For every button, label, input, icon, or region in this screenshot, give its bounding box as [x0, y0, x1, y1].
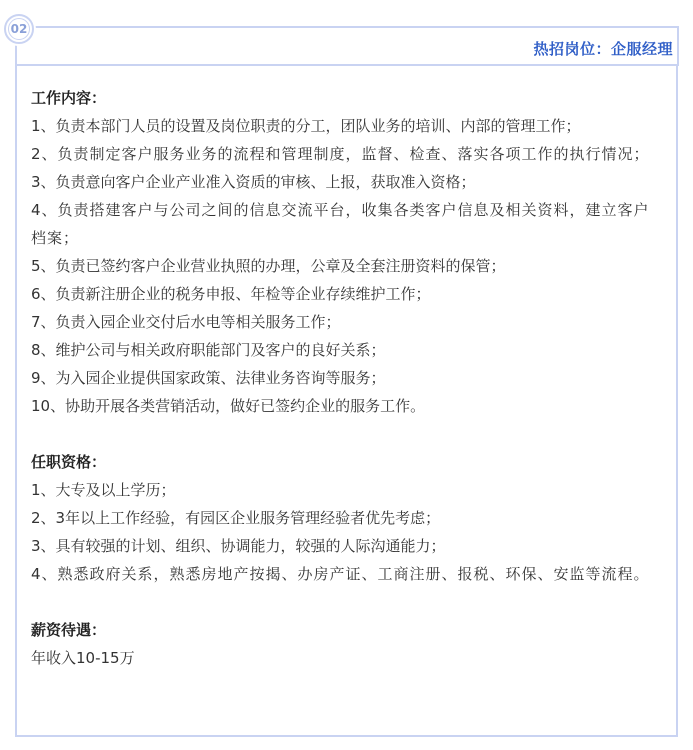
number-badge: [4, 14, 34, 44]
salary-value: 年收入10-15万: [31, 649, 135, 667]
card-header: [15, 26, 679, 66]
requirements-title: 任职资格：: [31, 453, 107, 471]
duty-item: 2、负责制定客户服务业务的流程和管理制度，监督、检查、落实各项工作的执行情况；: [31, 145, 650, 163]
duty-item: 6、负责新注册企业的税务申报、年检等企业存续维护工作；: [31, 285, 431, 303]
duty-item: 7、负责入园企业交付后水电等相关服务工作；: [31, 313, 341, 331]
duty-item: 4、负责搭建客户与公司之间的信息交流平台，收集各类客户信息及相关资料，建立客户档案；: [31, 201, 650, 247]
duty-item: 9、为入园企业提供国家政策、法律业务咨询等服务；: [31, 369, 386, 387]
requirement-item: 1、大专及以上学历；: [31, 481, 176, 499]
requirement-item: 3、具有较强的计划、组织、协调能力，较强的人际沟通能力；: [31, 537, 446, 555]
job-content: [31, 84, 671, 672]
requirement-item: 2、3年以上工作经验，有园区企业服务管理经验者优先考虑；: [31, 509, 441, 527]
duty-item: 8、维护公司与相关政府职能部门及客户的良好关系；: [31, 341, 386, 359]
salary-title: 薪资待遇：: [31, 621, 107, 639]
requirement-item: 4、熟悉政府关系，熟悉房地产按揭、办房产证、工商注册、报税、环保、安监等流程。: [31, 565, 650, 583]
duty-item: 3、负责意向客户企业产业准入资质的审核、上报，获取准入资格；: [31, 173, 476, 191]
duty-item: 10、协助开展各类营销活动，做好已签约企业的服务工作。: [31, 397, 426, 415]
duty-item: 5、负责已签约客户企业营业执照的办理，公章及全套注册资料的保管；: [31, 257, 506, 275]
duties-title: 工作内容：: [31, 89, 107, 107]
duty-item: 1、负责本部门人员的设置及岗位职责的分工，团队业务的培训、内部的管理工作；: [31, 117, 581, 135]
badge-number: 02: [8, 18, 30, 40]
job-title: 热招岗位：企服经理: [533, 40, 673, 58]
